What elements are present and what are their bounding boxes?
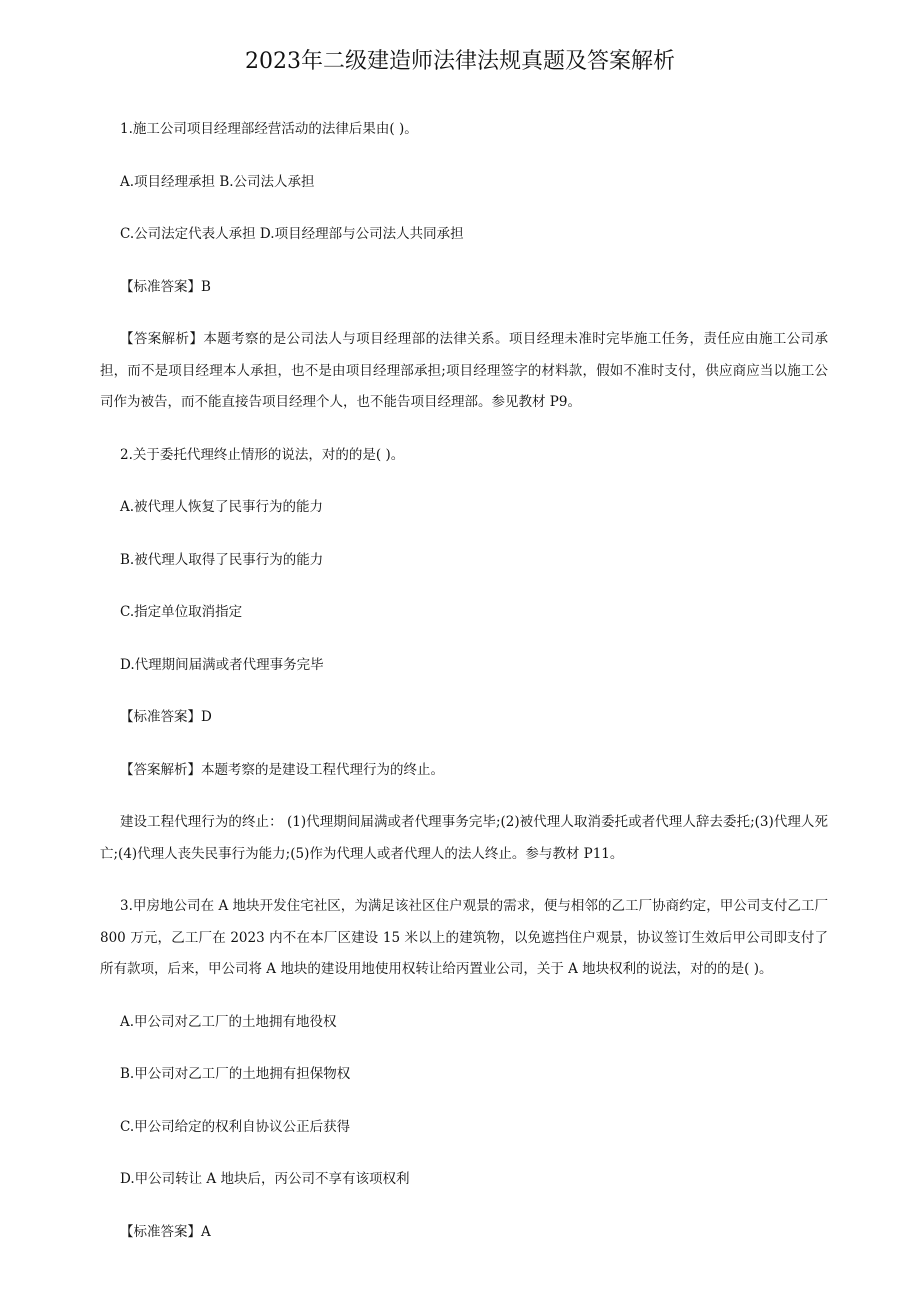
question-2-answer: 【标准答案】D (120, 709, 212, 725)
question-2-option-d: D.代理期间届满或者代理事务完毕 (120, 656, 324, 673)
question-3-option-c: C.甲公司给定的权利自协议公正后获得 (120, 1118, 351, 1135)
question-2-option-b: B.被代理人取得了民事行为的能力 (120, 551, 324, 568)
question-2: 2.关于委托代理终止情形的说法，对的的是( )。 (120, 446, 405, 463)
question-3: 3.甲房地公司在 A 地块开发住宅社区，为满足该社区住户观景的需求，便与相邻的乙工厂协商约定，甲公司支付乙工厂 800 万元，乙工厂在 2023 内不在本厂区建设 15 米以上的建筑物，以免遮挡住户观景，协议签订生效后甲公司即支付了所有款项，后来，甲公司将 A 地块的建设用地使用权转让给丙置业公司，关于 A 地块权利的说法，对的的是( )。 (100, 898, 828, 977)
question-1: 1.施工公司项目经理部经营活动的法律后果由( )。 (120, 121, 418, 137)
question-3-answer: 【标准答案】A (120, 1223, 211, 1240)
document-body (100, 114, 828, 1269)
question-2-analysis-detail: 建设工程代理行为的终止： (1)代理期间届满或者代理事务完毕;(2)被代理人取消委托或者代理人辞去委托;(3)代理人死亡;(4)代理人丧失民事行为能力;(5)作为代理人或者代理人的法人终止。参与教材 P11。 (100, 814, 828, 862)
document-title: 2023年二级建造师法律法规真题及答案解析 (245, 49, 675, 74)
question-3-option-d: D.甲公司转让 A 地块后，丙公司不享有该项权利 (120, 1171, 410, 1187)
question-1-analysis: 【答案解析】本题考察的是公司法人与项目经理部的法律关系。项目经理未准时完毕施工任务，责任应由施工公司承担，而不是项目经理本人承担，也不是由项目经理部承担;项目经理签字的材料款，假如不准时支付，供应商应当以施工公司作为被告，而不能直接告项目经理个人，也不能告项目经理部。参见教材 P9。 (100, 331, 828, 410)
question-2-option-a: A.被代理人恢复了民事行为的能力 (120, 499, 324, 515)
question-1-answer: 【标准答案】B (120, 278, 211, 295)
question-3-option-b: B.甲公司对乙工厂的土地拥有担保物权 (120, 1066, 351, 1082)
question-2-option-c: C.指定单位取消指定 (120, 604, 243, 620)
question-2-analysis: 【答案解析】本题考察的是建设工程代理行为的终止。 (120, 761, 444, 778)
question-1-options-ab: A.项目经理承担 B.公司法人承担 (120, 173, 315, 190)
question-3-option-a: A.甲公司对乙工厂的土地拥有地役权 (120, 1013, 337, 1030)
question-1-options-cd: C.公司法定代表人承担 D.项目经理部与公司法人共同承担 (120, 226, 464, 242)
